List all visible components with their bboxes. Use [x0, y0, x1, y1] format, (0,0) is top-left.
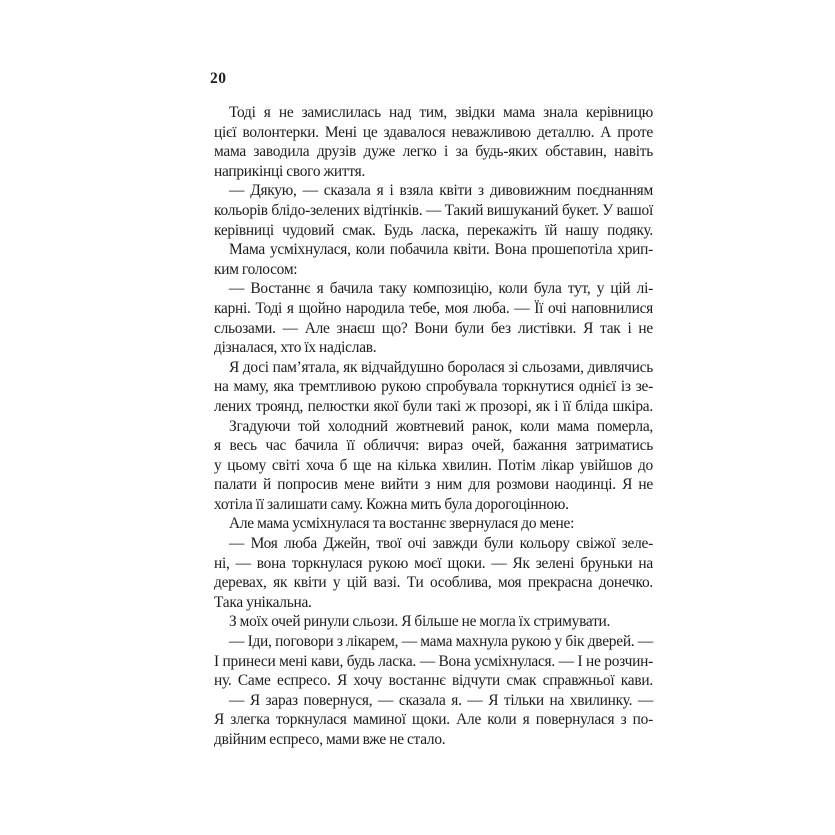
text-line: І принеси мені кави, будь ласка. — Вона усміхнулася. — І не розчин-: [214, 652, 653, 670]
paragraph: [214, 240, 653, 279]
text-line: деревах, як квіти у цій вазі. Ти особлива, моя прекрасна донечко.: [214, 574, 653, 592]
text-line: ким голосом:: [214, 260, 298, 278]
text-line: сльозами. — Але знаєш що? Вони були без листівки. Я так і не: [214, 319, 653, 337]
paragraph: [214, 358, 653, 417]
paragraph: [214, 103, 653, 181]
text-line: — Моя люба Джейн, твої очі завжди були кольору свіжої зеле-: [229, 535, 653, 553]
text-line: лених троянд, пелюстки якої були такі ж прозорі, як і її бліда шкіра.: [214, 397, 653, 415]
text-line: — Я зараз повернуся, — сказала я. — Я тільки на хвилинку. —: [229, 691, 653, 709]
paragraph: [214, 514, 653, 534]
text-line: я весь час бачила її обличчя: вираз очей, бажання затриматись: [214, 437, 653, 455]
text-line: палати й попросив мене вийти з ним для розмови наодинці. Я не: [214, 476, 653, 494]
text-line: — Востаннє я бачила таку композицію, коли була тут, у цій лі-: [229, 280, 653, 298]
text-line: у цьому світі хоча б ще на кілька хвилин. Потім лікар увійшов до: [214, 456, 653, 474]
text-line: кольорів блідо-зелених відтінків. — Такий вишуканий букет. У вашої: [214, 201, 653, 219]
text-line: на маму, яка тремтливою рукою спробувала торкнутися однієї із зе-: [214, 378, 653, 396]
paragraph: [214, 632, 653, 691]
text-line: Але мама усміхнулася та востаннє звернулася до мене:: [229, 515, 575, 533]
paragraph: [214, 279, 653, 357]
text-line: мама заводила друзів дуже легко і за будь-яких обставин, навіть: [214, 143, 653, 161]
text-line: наприкінці свого життя.: [214, 162, 366, 180]
text-line: ну. Саме еспресо. Я хочу востаннє відчути смак справжньої кави.: [214, 672, 653, 690]
paragraph: [214, 417, 653, 515]
text-line: Згадуючи той холодний жовтневий ранок, коли мама померла,: [229, 417, 653, 435]
text-line: цієї волонтерки. Мені це здавалося неважливою деталлю. А проте: [214, 123, 653, 141]
text-line: Мама усміхнулася, коли побачила квіти. Вона прошепотіла хрип-: [229, 241, 653, 259]
text-line: двійним еспресо, мами вже не стало.: [214, 731, 446, 748]
page-number: 20: [210, 70, 227, 87]
text-line: З моїх очей ринули сльози. Я більше не могла їх стримувати.: [229, 613, 611, 631]
paragraph: [214, 612, 653, 632]
text-line: ні, — вона торкнулася рукою моєї щоки. — Як зелені бруньки на: [214, 554, 653, 572]
text-line: керівниці чудовий смак. Будь ласка, перекажіть їй нашу подяку.: [214, 221, 653, 239]
text-line: Я досі пам’ятала, як відчайдушно боролася зі сльозами, дивлячись: [229, 358, 653, 376]
paragraph: [214, 691, 653, 750]
paragraph: [214, 181, 653, 240]
text-line: — Іди, поговори з лікарем, — мама махнула рукою у бік дверей. —: [229, 633, 653, 651]
text-line: дізналася, хто їх надіслав.: [214, 339, 377, 357]
text-line: — Дякую, — сказала я і взяла квіти з дивовижним поєднанням: [229, 182, 653, 200]
text-line: Тоді я не замислилась над тим, звідки мама знала керівницю: [229, 104, 653, 121]
text-line: Я злегка торкнулася маминої щоки. Але коли я повернулася з по-: [214, 711, 653, 729]
text-line: хотіла її залишати саму. Кожна мить була дорогоцінною.: [214, 495, 569, 513]
page-text: [214, 103, 653, 750]
text-line: карні. Тоді я щойно народила тебе, моя люба. — Її очі наповнилися: [214, 299, 653, 317]
text-line: Така унікальна.: [214, 593, 312, 611]
paragraph: [214, 534, 653, 612]
